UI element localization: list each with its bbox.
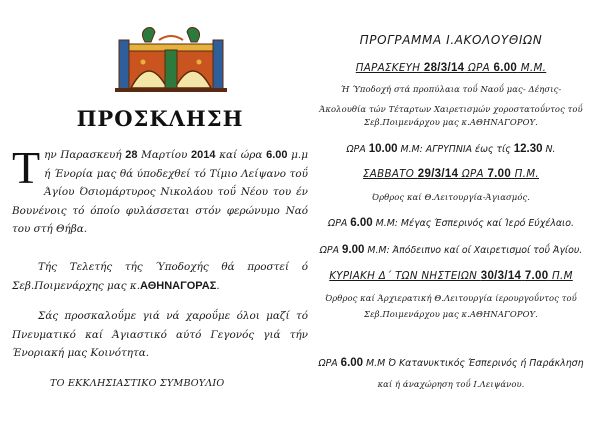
sat-hour-label: ΩΡΑ xyxy=(458,168,488,180)
akathist-line xyxy=(306,244,596,256)
p1-time: 6.00 xyxy=(266,149,288,161)
invitation-paragraph-1 xyxy=(12,142,308,239)
vigil-time: 10.00 xyxy=(368,143,398,155)
p2-name: ΑΘΗΝΑΓΟΡΑΣ xyxy=(140,279,217,292)
vesp-hour-label: ΩΡΑ xyxy=(328,218,351,229)
invitation-paragraph-2 xyxy=(12,258,308,295)
fri-date: 28/3/14 xyxy=(423,62,465,74)
schedule-title: ΠΡΟΓΡΑΜΜΑ Ι.ΑΚΟΛΟΥΘΙΩΝ xyxy=(359,33,543,47)
akath-time: 9.00 xyxy=(341,244,365,256)
sunday-heading xyxy=(306,270,596,282)
akath-hour-label: ΩΡΑ xyxy=(319,245,342,256)
last-hour-label: ΩΡΑ xyxy=(318,358,341,369)
p1-date: 28 xyxy=(125,149,138,161)
sun-time: 7.00 xyxy=(524,270,549,282)
sunday-line-2: Σεβ.Ποιμενάρχου μας κ.ΑΘΗΝΑΓΟΡΟΥ. xyxy=(364,309,538,319)
sat-label: ΣΑΒΒΑΤΟ xyxy=(363,168,418,180)
vigil-hour-label: ΩΡΑ xyxy=(346,144,369,155)
p1-text-a: ην Παρασκευή xyxy=(44,149,126,161)
p3-text: Σάς προσκαλοΰμε γιά νά χαροΰμε όλοι μαζί τό Πνευματικό καί Άγιαστικό αύτό Γεγονός γιά τήν Ένοριακή μας Κοινότητα. xyxy=(12,310,308,359)
sat-suffix: Π.Μ. xyxy=(511,168,539,180)
vigil-suffix: Ν. xyxy=(542,144,556,155)
vigil-end: 12.30 xyxy=(513,143,543,155)
final-line-2: καί ή άναχώρηση τοΰ Ι.Λειψάνου. xyxy=(377,379,525,389)
saturday-heading xyxy=(306,168,596,180)
byzantine-bridge-emblem-icon xyxy=(115,22,227,96)
fri-suffix: Μ.Μ. xyxy=(517,62,547,74)
invitation-paragraph-3 xyxy=(12,307,308,363)
fri-hour-label: ΩΡΑ xyxy=(464,62,494,74)
p1-year: 2014 xyxy=(191,149,216,161)
friday-line-2: Άκολουθία τών Τέταρτων Χαιρετισμών χοροστατοΰντος τοΰ xyxy=(319,104,583,114)
final-line-1 xyxy=(306,357,596,369)
sat-time: 7.00 xyxy=(487,168,512,180)
saturday-line-1: Όρθρος καί Θ.Λειτουργία-Άγιασμός. xyxy=(371,192,531,202)
last-text: Μ.Μ Ό Κατανυκτικός Έσπερινός ή Παράκληση xyxy=(363,358,584,369)
sat-date: 29/3/14 xyxy=(417,168,459,180)
fri-label: ΠΑΡΑΣΚΕΥΗ xyxy=(355,62,424,74)
fri-time: 6.00 xyxy=(493,62,518,74)
sun-date: 30/3/14 xyxy=(480,270,522,282)
friday-line-3: Σεβ.Ποιμενάρχου μας κ.ΑΘΗΝΑΓΟΡΟΥ. xyxy=(364,117,538,127)
p2-text-b: . xyxy=(216,279,220,292)
friday-line-1: Ή Ύποδοχή στά προπύλαια τοΰ Ναοΰ μας- Δέησις- xyxy=(340,84,562,94)
drop-cap: Τ xyxy=(12,142,41,193)
friday-heading xyxy=(306,62,596,74)
invitation-title: ΠΡΟΣΚΛΗΣΗ xyxy=(76,106,244,131)
p1-text-b: Μαρτίου xyxy=(137,149,192,161)
sun-suffix: Π.Μ xyxy=(548,270,573,282)
p1-text-d: μ.μ ή Ένορία μας θά ύποδεχθεί τό Τίμιο Λείψανο τοΰ Άγίου Όσιομάρτυρος Νικολάου τοΰ Νέου του έν Βουνένοις τό όποίο φυλάσσεται στόν φερώνυμο Ναό του στή Θήβα. xyxy=(12,149,308,235)
p1-text-c: καί ώρα xyxy=(215,149,267,161)
last-time: 6.00 xyxy=(340,357,364,369)
vesp-time: 6.00 xyxy=(350,217,373,229)
signature: ΤΟ ΕΚΚΛΗΣΙΑΣΤΙΚΟ ΣΥΜΒΟΥΛΙΟ xyxy=(50,378,225,389)
sunday-line-1: Όρθρος καί Άρχιερατική Θ.Λειτουργία ίερουργοΰντος τοΰ xyxy=(325,293,577,303)
vigil-line xyxy=(306,143,596,155)
vesp-text: Μ.Μ: Μέγας Έσπερινός καί Ίερό Εύχέλαιο. xyxy=(372,218,574,229)
akath-text: Μ.Μ: Άπόδειπνο καί οί Χαιρετισμοί τοΰ Άγίου. xyxy=(364,245,583,256)
sun-label: ΚΥΡΙΑΚΗ Δ΄ ΤΩΝ ΝΗΣΤΕΙΩΝ xyxy=(329,270,481,282)
p2-text-a: Τής Τελετής τής Ύποδοχής θά προστεί ό Σεβ.Ποιμενάρχης μας κ. xyxy=(12,261,308,292)
vigil-text: Μ.Μ: ΑΓΡΥΠΝΙΑ έως τίς xyxy=(397,144,514,155)
vespers-line xyxy=(306,217,596,229)
